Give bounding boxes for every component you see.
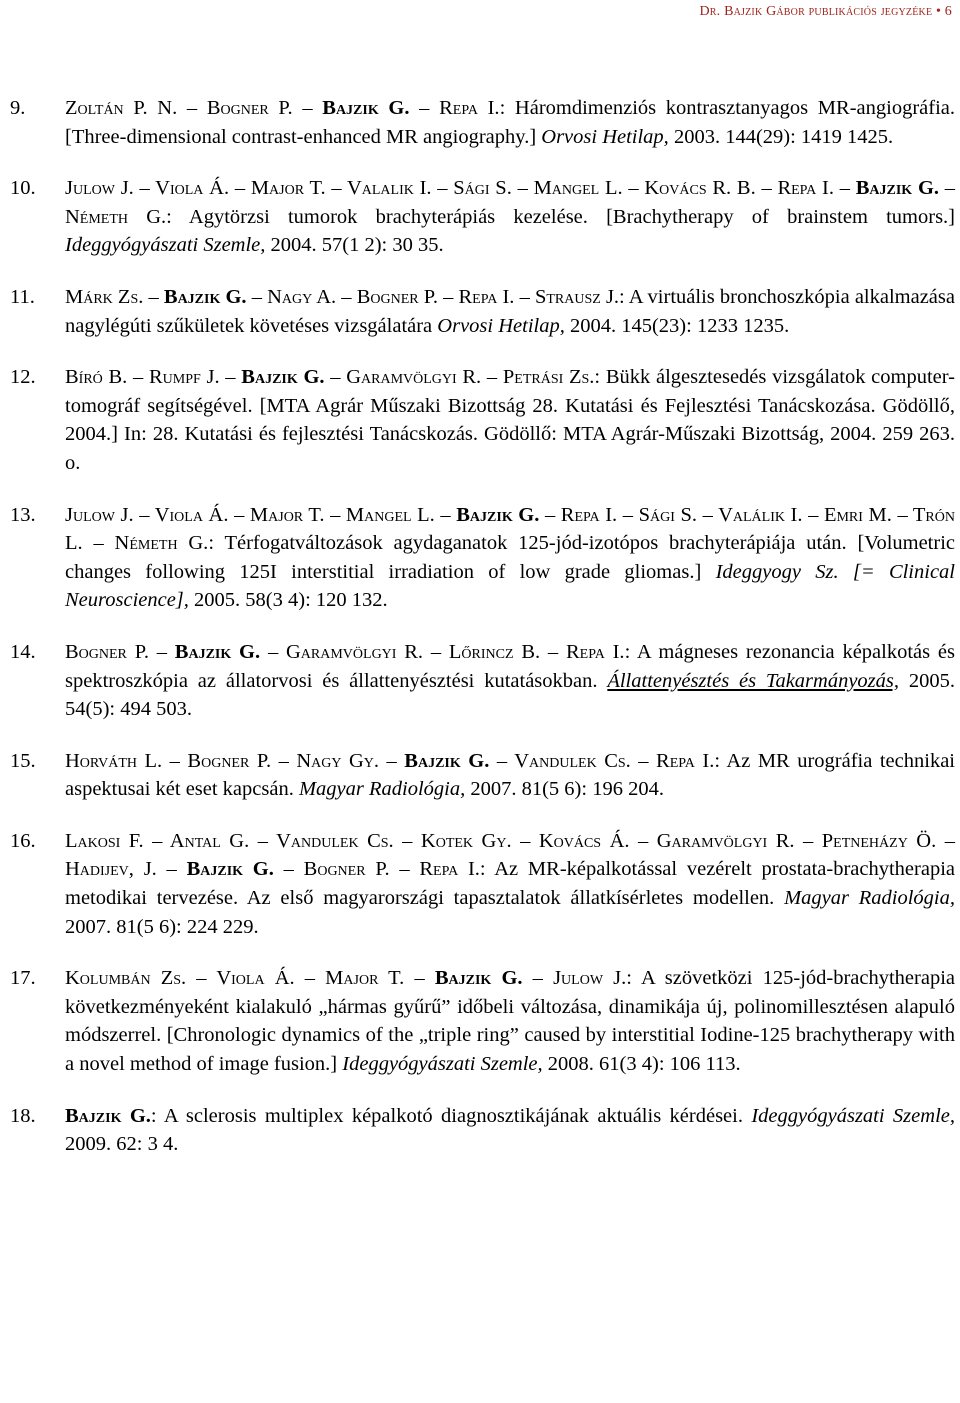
journal-title: Ideggyógyászati Szemle, bbox=[751, 1104, 955, 1127]
entry-text bbox=[65, 94, 955, 151]
author-list: Julow J. – Viola Á. – Major T. – Valalik I. – Sági S. – Mangel L. – Kovács R. B. – Repa I. – bbox=[65, 177, 856, 200]
entry-text-segment: : Agytörzsi tumorok brachyterápiás kezelése. [Brachytherapy of brainstem tumors.] bbox=[166, 205, 956, 228]
entry-text-segment: : A mágneses rezonancia képalkotás és spektroszkópia az állatorvosi és állattenyésztési kutatásokban. bbox=[65, 640, 956, 692]
header-separator: • bbox=[935, 4, 942, 19]
entry-text-segment: 2004. 145(23): 1233 1235. bbox=[564, 314, 790, 337]
publication-entry bbox=[0, 283, 960, 340]
journal-title: Orvosi Hetilap, bbox=[541, 125, 669, 148]
author-list: Zoltán P. N. – Bogner P. – bbox=[65, 97, 323, 119]
author-list: – Julow J. bbox=[522, 967, 627, 990]
author-list: – Garamvölgyi R. – Petrási Zs. bbox=[324, 366, 595, 389]
publication-list bbox=[0, 94, 960, 1182]
highlighted-author: Bajzik G. bbox=[65, 1104, 151, 1127]
publication-entry bbox=[0, 94, 960, 151]
journal-title: Ideggyógyászati Szemle, bbox=[342, 1053, 543, 1076]
journal-title: Ideggyógyászati Szemle, bbox=[65, 234, 266, 257]
author-list: – Nagy A. – Bogner P. – Repa I. – Strausz J. bbox=[246, 285, 620, 308]
highlighted-author: Bajzik G. bbox=[322, 97, 410, 119]
entry-number: 15. bbox=[10, 749, 36, 772]
author-list: – Repa I. – Sági S. – Valálik I. – Emri M. – Trón L. – Németh G. bbox=[65, 503, 955, 555]
publication-entry bbox=[0, 1102, 960, 1159]
publication-entry bbox=[0, 747, 960, 804]
author-list: – Vandulek Cs. – Repa I. bbox=[489, 749, 715, 772]
entry-text bbox=[65, 283, 955, 340]
entry-text bbox=[65, 827, 955, 941]
journal-title: Magyar Radiológia, bbox=[298, 778, 466, 801]
journal-title: Ideggyogy Sz. [= Clinical Neuroscience], bbox=[65, 560, 955, 612]
entry-text bbox=[65, 363, 955, 477]
highlighted-author: Bajzik G. bbox=[174, 640, 261, 663]
highlighted-author: Bajzik G. bbox=[855, 177, 940, 200]
entry-text-segment: 2007. 81(5 6): 196 204. bbox=[465, 778, 664, 801]
highlighted-author: Bajzik G. bbox=[163, 285, 247, 308]
author-list: Horváth L. – Bogner P. – Nagy Gy. – bbox=[65, 749, 405, 772]
author-list: – Garamvölgyi R. – Lőrincz B. – Repa I. bbox=[260, 640, 625, 663]
entry-text-segment: 2008. 61(3 4): 106 113. bbox=[542, 1053, 741, 1076]
journal-title: Orvosi Hetilap, bbox=[437, 314, 565, 337]
entry-number: 16. bbox=[10, 829, 36, 852]
highlighted-author: Bajzik G. bbox=[434, 967, 523, 990]
entry-text-segment: 2004. 57(1 2): 30 35. bbox=[265, 234, 444, 257]
publication-entry bbox=[0, 638, 960, 724]
entry-text-segment: : Az MR urográfia technikai aspektusai két eset kapcsán. bbox=[65, 749, 955, 801]
journal-title: Állattenyésztés és Takarmányozás, bbox=[607, 669, 900, 692]
entry-text-segment: 2005. 54(5): 494 503. bbox=[65, 669, 955, 721]
entry-number: 9. bbox=[10, 97, 26, 119]
author-list: Julow J. – Viola Á. – Major T. – Mangel L. – bbox=[65, 503, 457, 526]
entry-number: 11. bbox=[10, 285, 35, 308]
publication-entry bbox=[0, 827, 960, 941]
author-list: – Németh G. bbox=[65, 177, 956, 228]
entry-text-segment: 2007. 81(5 6): 224 229. bbox=[65, 915, 259, 938]
entry-text-segment: : Háromdimenziós kontrasztanyagos MR-angiográfia. [Three-dimensional contrast-enhanced MR angiography.] bbox=[65, 97, 955, 148]
highlighted-author: Bajzik G. bbox=[186, 858, 274, 881]
entry-text-segment: 2005. 58(3 4): 120 132. bbox=[188, 589, 388, 612]
author-list: Márk Zs. – bbox=[65, 285, 164, 308]
page-number: 6 bbox=[944, 4, 952, 19]
author-list: Kolumbán Zs. – Viola Á. – Major T. – bbox=[65, 967, 435, 990]
highlighted-author: Bajzik G. bbox=[404, 749, 490, 772]
entry-text-segment: : A virtuális bronchoszkópia alkalmazása nagylégúti szűkületek követéses vizsgálatára bbox=[65, 285, 955, 337]
publication-entry bbox=[0, 363, 960, 477]
header-title: Dr. Bajzik Gábor publikációs jegyzéke bbox=[699, 4, 933, 19]
entry-text-segment: 2009. 62: 3 4. bbox=[65, 1133, 179, 1156]
author-list: – Bogner P. – Repa I. bbox=[273, 858, 480, 881]
entry-text bbox=[65, 501, 955, 615]
author-list: Bogner P. – bbox=[65, 640, 175, 663]
author-list: – Repa I. bbox=[409, 97, 500, 119]
entry-number: 18. bbox=[10, 1104, 36, 1127]
entry-number: 12. bbox=[10, 366, 36, 389]
entry-number: 10. bbox=[10, 177, 36, 200]
entry-number: 13. bbox=[10, 503, 36, 526]
publication-entry bbox=[0, 174, 960, 260]
entry-text bbox=[65, 964, 955, 1078]
publication-entry bbox=[0, 501, 960, 615]
entry-text bbox=[65, 638, 955, 724]
entry-text-segment: 2003. 144(29): 1419 1425. bbox=[668, 125, 894, 148]
entry-text bbox=[65, 174, 955, 260]
highlighted-author: Bajzik G. bbox=[456, 503, 540, 526]
highlighted-author: Bajzik G. bbox=[241, 366, 325, 389]
author-list: Bíró B. – Rumpf J. – bbox=[65, 366, 242, 389]
entry-number: 14. bbox=[10, 640, 36, 663]
journal-title: Magyar Radiológia, bbox=[784, 887, 955, 910]
entry-number: 17. bbox=[10, 967, 36, 990]
running-header bbox=[699, 4, 952, 20]
publication-entry bbox=[0, 964, 960, 1078]
entry-text-segment: : Térfogatváltozások agydaganatok 125-jód-izotópos brachyterápiája után. [Volumetric changes following 125I interstitial irradiation of low grade gliomas.] bbox=[65, 532, 955, 583]
entry-text-segment: : Bükk álgesztesedés vizsgálatok computer-tomográf segítségével. [MTA Agrár Műszaki Bizottság 28. Kutatási és Fejlesztési Tanácskozása. Gödöllő, 2004.] In: 28. Kutatási és fejlesztési Tanácskozás. Gödöllő: MTA Agrár-Műszaki Bizottság, 2004. 259 263. o. bbox=[65, 366, 956, 474]
entry-text-segment: : A sclerosis multiplex képalkotó diagnosztikájának aktuális kérdései. bbox=[150, 1104, 752, 1127]
entry-text bbox=[65, 747, 955, 804]
author-list: Lakosi F. – Antal G. – Vandulek Cs. – Kotek Gy. – Kovács Á. – Garamvölgyi R. – Petneházy Ö. – Hadijev, J. – bbox=[65, 829, 955, 881]
entry-text bbox=[65, 1102, 955, 1159]
entry-text-segment: : A szövetközi 125-jód-brachytherapia következményeként kialakuló „hármas gyűrű” időbeli változása, dinamikája új, polinomillesztésen alapuló módszerrel. [Chronologic dynamics of the „triple ring” caused by interstitial Iodine-125 brachytherapy with a novel method of image fusion.] bbox=[65, 967, 955, 1076]
entry-text-segment: : Az MR-képalkotással vezérelt prostata-brachytherapia metodikai tervezése. Az első magyarországi tapasztalatok állatkísérletes modellen. bbox=[65, 858, 955, 910]
